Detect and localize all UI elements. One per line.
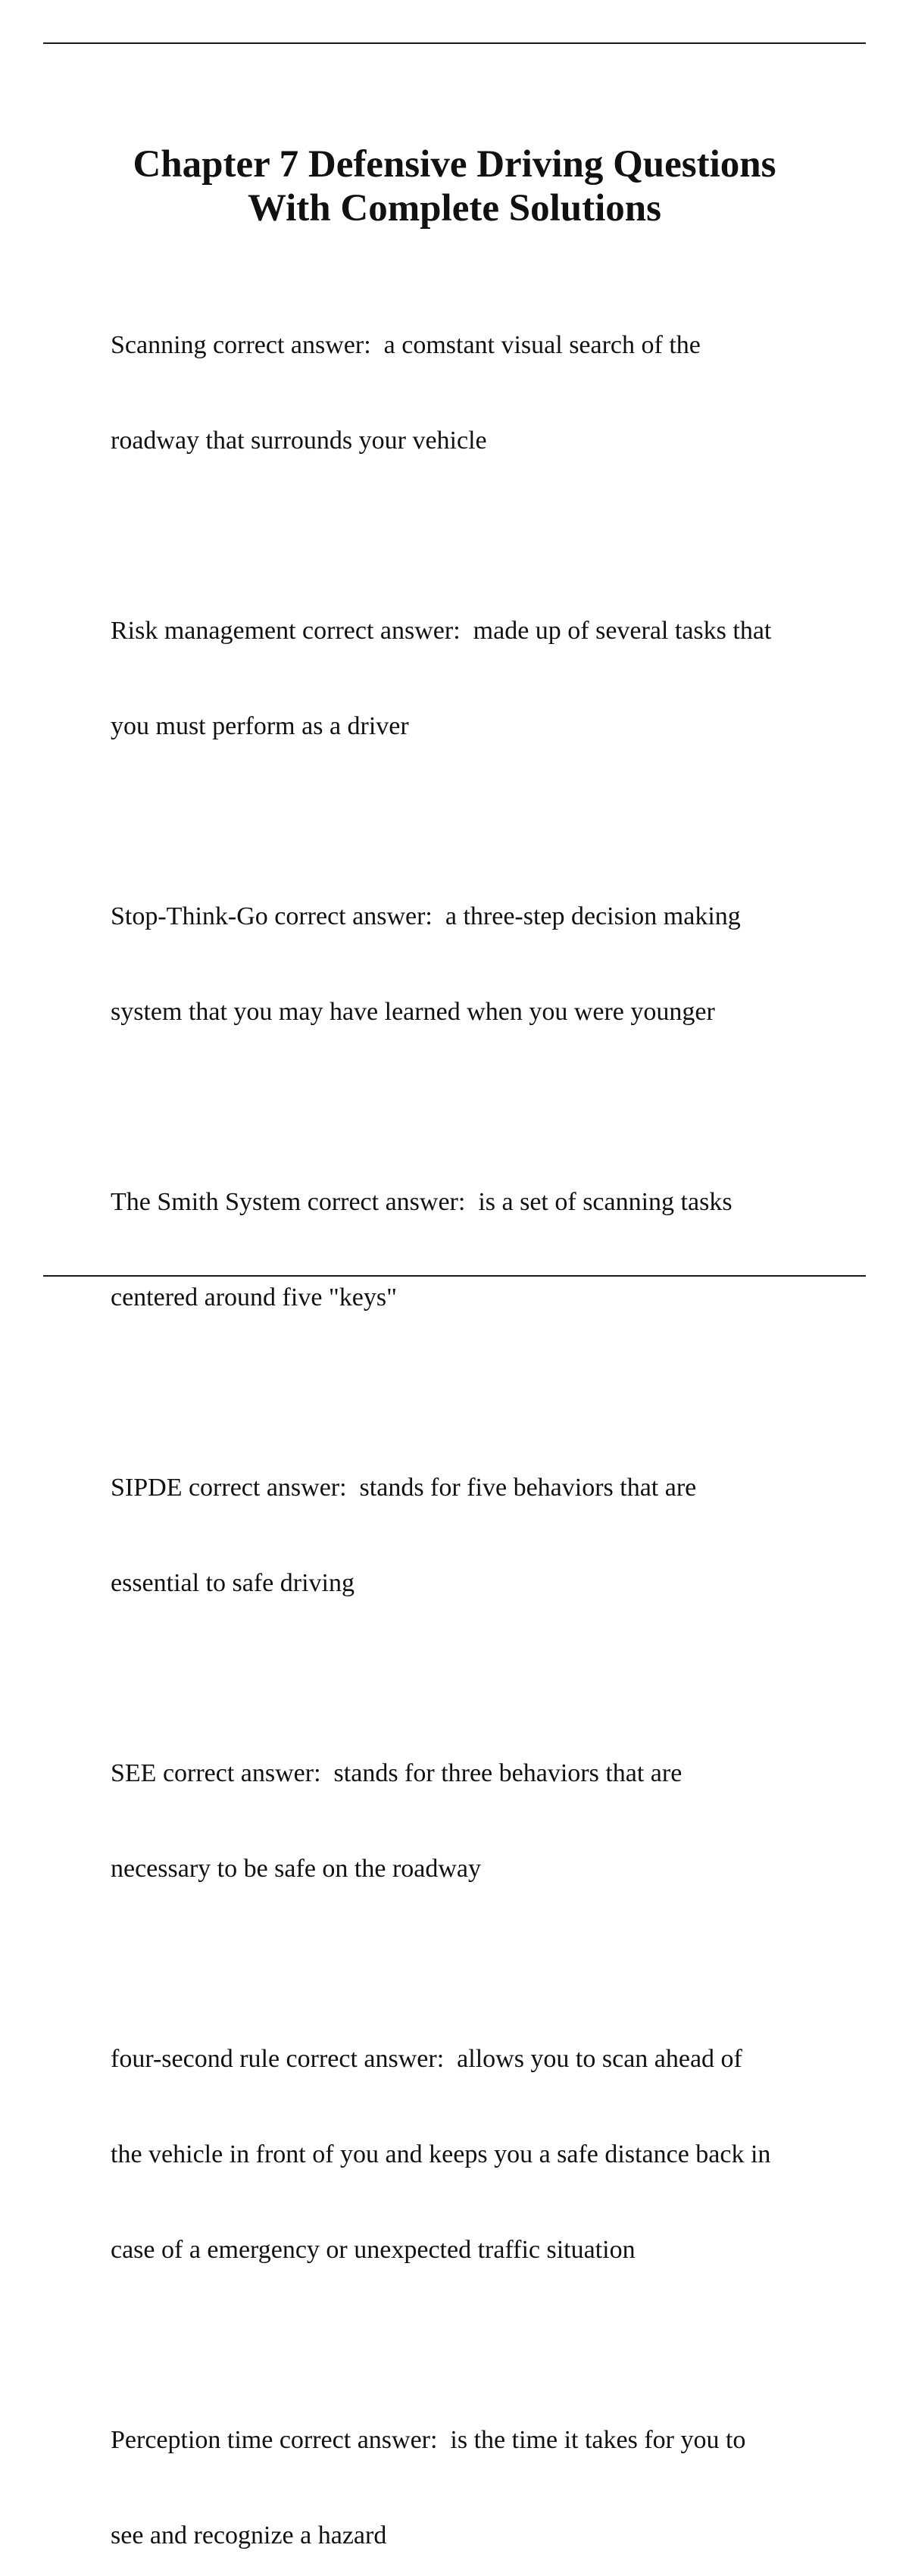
qa-entry-line: SIPDE correct answer: stands for five behaviors that are [111,1474,697,1502]
document-title [0,142,909,230]
header-divider [43,42,866,44]
qa-entry-line: Stop-Think-Go correct answer: a three-step decision making [111,902,741,930]
qa-entry-four-second-rule [111,1980,868,2330]
qa-entry-line: system that you may have learned when you were younger [111,998,715,1026]
document-title-line-1: Chapter 7 Defensive Driving Questions [133,143,776,186]
qa-entry-scanning [111,266,868,521]
qa-entry-line: essential to safe driving [111,1569,355,1597]
qa-entry-line: SEE correct answer: stands for three behaviors that are [111,1759,683,1787]
qa-entry-line: four-second rule correct answer: allows you to scan ahead of [111,2045,742,2073]
qa-entry-line: Risk management correct answer: made up of several tasks that [111,617,772,645]
qa-entry-sipde [111,1408,868,1663]
qa-entry-perception-time [111,2361,868,2576]
qa-entry-line: you must perform as a driver [111,712,409,740]
qa-entry-line: Scanning correct answer: a comstant visual search of the [111,331,701,359]
qa-entry-line: roadway that surrounds your vehicle [111,427,487,455]
qa-entry-stop-think-go [111,837,868,1092]
qa-entry-risk-management [111,552,868,806]
qa-entry-line: The Smith System correct answer: is a set of scanning tasks [111,1188,733,1216]
qa-entry-line: centered around five "keys" [111,1283,397,1311]
qa-entry-line: case of a emergency or unexpected traffic situation [111,2236,636,2264]
qa-entry-line: see and recognize a hazard [111,2521,387,2549]
document-title-line-2: With Complete Solutions [248,187,661,230]
qa-entry-smith-system [111,1123,868,1377]
footer-divider [43,1275,866,1277]
qa-entry-line: necessary to be safe on the roadway [111,1855,482,1883]
qa-entry-line: the vehicle in front of you and keeps you a safe distance back in [111,2140,771,2168]
qa-entry-line: Perception time correct answer: is the time it takes for you to [111,2426,746,2454]
question-answer-list [111,266,868,2576]
qa-entry-see [111,1694,868,1949]
